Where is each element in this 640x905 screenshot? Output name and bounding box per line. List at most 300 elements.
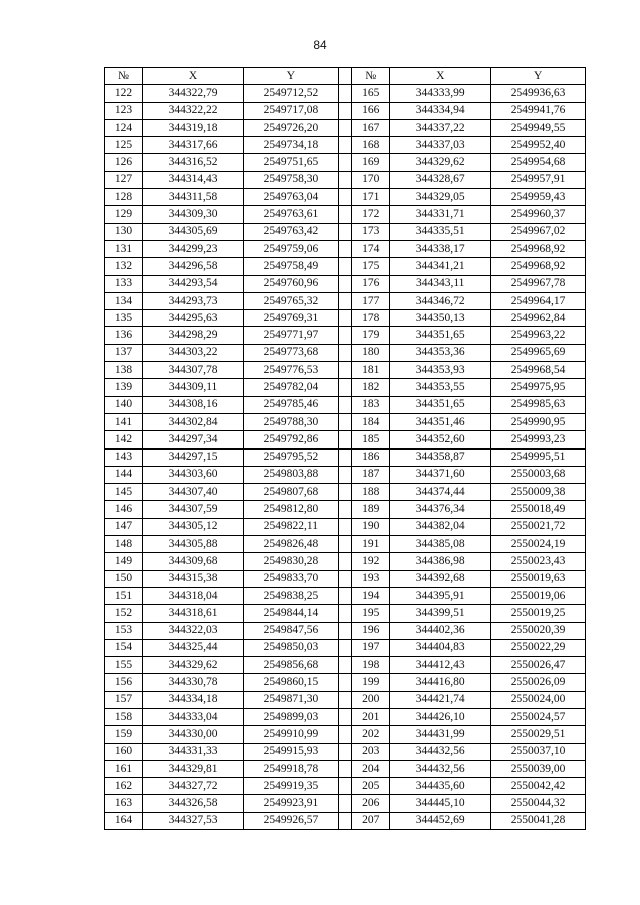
cell-x-right: 344392,68: [390, 570, 491, 587]
column-gap: [338, 743, 351, 760]
cell-x-right: 344445,10: [390, 795, 491, 812]
table-row: [105, 240, 586, 257]
cell-number-right: 198: [352, 657, 390, 674]
cell-y-right: 2549968,54: [491, 362, 586, 379]
cell-y-right: 2550021,72: [491, 518, 586, 535]
column-gap: [338, 362, 351, 379]
cell-x-left: 344293,73: [143, 292, 244, 309]
cell-x-left: 344334,18: [143, 691, 244, 708]
column-gap: [338, 223, 351, 240]
table-row: [105, 708, 586, 725]
cell-y-left: 2549771,97: [244, 327, 339, 344]
table-row: [105, 449, 586, 467]
table-row: [105, 553, 586, 570]
cell-number-right: 200: [352, 691, 390, 708]
cell-y-left: 2549765,32: [244, 292, 339, 309]
cell-y-right: 2550020,39: [491, 622, 586, 639]
header-y-left: Y: [244, 68, 339, 85]
cell-number-left: 138: [105, 362, 143, 379]
cell-y-left: 2549769,31: [244, 310, 339, 327]
cell-x-right: 344431,99: [390, 726, 491, 743]
table-row: [105, 275, 586, 292]
cell-number-right: 203: [352, 743, 390, 760]
table-row: [105, 85, 586, 102]
cell-y-left: 2549910,99: [244, 726, 339, 743]
cell-number-right: 175: [352, 258, 390, 275]
cell-y-left: 2549844,14: [244, 605, 339, 622]
cell-number-right: 181: [352, 362, 390, 379]
column-gap: [338, 570, 351, 587]
cell-x-right: 344385,08: [390, 536, 491, 553]
cell-x-right: 344338,17: [390, 240, 491, 257]
cell-x-right: 344376,34: [390, 501, 491, 518]
cell-y-left: 2549712,52: [244, 85, 339, 102]
cell-y-right: 2550019,63: [491, 570, 586, 587]
table-row: [105, 795, 586, 812]
cell-x-right: 344404,83: [390, 639, 491, 656]
cell-y-left: 2549833,70: [244, 570, 339, 587]
table-row: [105, 396, 586, 413]
header-y-right: Y: [491, 68, 586, 85]
column-gap: [338, 484, 351, 501]
cell-x-right: 344382,04: [390, 518, 491, 535]
cell-number-right: 199: [352, 674, 390, 691]
table-row: [105, 536, 586, 553]
column-gap: [338, 605, 351, 622]
cell-y-left: 2549776,53: [244, 362, 339, 379]
cell-x-left: 344309,11: [143, 379, 244, 396]
cell-number-right: 205: [352, 778, 390, 795]
cell-x-right: 344328,67: [390, 171, 491, 188]
cell-number-left: 149: [105, 553, 143, 570]
cell-y-right: 2550041,28: [491, 812, 586, 829]
cell-x-left: 344330,78: [143, 674, 244, 691]
cell-x-left: 344299,23: [143, 240, 244, 257]
cell-y-right: 2549952,40: [491, 137, 586, 154]
cell-number-left: 150: [105, 570, 143, 587]
cell-number-right: 190: [352, 518, 390, 535]
cell-y-left: 2549822,11: [244, 518, 339, 535]
cell-number-left: 122: [105, 85, 143, 102]
cell-x-right: 344416,80: [390, 674, 491, 691]
cell-number-right: 167: [352, 119, 390, 136]
cell-x-right: 344402,36: [390, 622, 491, 639]
header-x-left: X: [143, 68, 244, 85]
column-gap: [338, 778, 351, 795]
cell-y-right: 2549967,02: [491, 223, 586, 240]
cell-y-right: 2549957,91: [491, 171, 586, 188]
cell-number-left: 134: [105, 292, 143, 309]
cell-number-right: 191: [352, 536, 390, 553]
cell-number-left: 130: [105, 223, 143, 240]
cell-number-right: 188: [352, 484, 390, 501]
cell-x-left: 344329,81: [143, 760, 244, 777]
column-gap: [338, 501, 351, 518]
table-row: [105, 154, 586, 171]
cell-y-left: 2549758,49: [244, 258, 339, 275]
table-row: [105, 726, 586, 743]
column-gap: [338, 553, 351, 570]
cell-y-right: 2549985,63: [491, 396, 586, 413]
cell-number-left: 129: [105, 206, 143, 223]
cell-number-right: 166: [352, 102, 390, 119]
cell-x-right: 344435,60: [390, 778, 491, 795]
cell-y-left: 2549871,30: [244, 691, 339, 708]
column-gap: [338, 691, 351, 708]
cell-number-left: 142: [105, 431, 143, 449]
cell-y-left: 2549918,78: [244, 760, 339, 777]
table-row: [105, 206, 586, 223]
cell-x-right: 344352,60: [390, 431, 491, 449]
cell-y-left: 2549807,68: [244, 484, 339, 501]
cell-y-right: 2549962,84: [491, 310, 586, 327]
cell-y-right: 2550044,32: [491, 795, 586, 812]
cell-y-left: 2549773,68: [244, 344, 339, 361]
table-row: [105, 258, 586, 275]
cell-x-right: 344351,65: [390, 327, 491, 344]
cell-number-left: 126: [105, 154, 143, 171]
column-gap: [338, 726, 351, 743]
cell-y-right: 2549995,51: [491, 449, 586, 467]
cell-number-right: 201: [352, 708, 390, 725]
cell-y-left: 2549919,35: [244, 778, 339, 795]
column-gap: [338, 760, 351, 777]
cell-y-right: 2550039,00: [491, 760, 586, 777]
cell-y-right: 2549959,43: [491, 189, 586, 206]
cell-y-left: 2549763,04: [244, 189, 339, 206]
column-gap: [338, 431, 351, 449]
cell-x-left: 344322,22: [143, 102, 244, 119]
cell-number-right: 184: [352, 413, 390, 430]
cell-x-right: 344329,05: [390, 189, 491, 206]
cell-number-left: 132: [105, 258, 143, 275]
cell-x-left: 344327,53: [143, 812, 244, 829]
cell-number-right: 196: [352, 622, 390, 639]
cell-number-left: 152: [105, 605, 143, 622]
cell-x-left: 344322,79: [143, 85, 244, 102]
table-body: [105, 85, 586, 830]
cell-number-left: 128: [105, 189, 143, 206]
cell-y-left: 2549830,28: [244, 553, 339, 570]
cell-x-left: 344305,12: [143, 518, 244, 535]
cell-x-left: 344317,66: [143, 137, 244, 154]
cell-y-left: 2549782,04: [244, 379, 339, 396]
cell-x-left: 344329,62: [143, 657, 244, 674]
cell-number-right: 178: [352, 310, 390, 327]
column-gap: [338, 206, 351, 223]
column-gap: [338, 536, 351, 553]
cell-x-left: 344296,58: [143, 258, 244, 275]
cell-x-right: 344331,71: [390, 206, 491, 223]
cell-number-right: 172: [352, 206, 390, 223]
column-gap: [338, 310, 351, 327]
column-gap: [338, 275, 351, 292]
cell-x-right: 344351,46: [390, 413, 491, 430]
cell-x-left: 344325,44: [143, 639, 244, 656]
cell-x-left: 344315,38: [143, 570, 244, 587]
cell-number-right: 169: [352, 154, 390, 171]
table-row: [105, 622, 586, 639]
column-gap: [338, 657, 351, 674]
cell-y-right: 2549936,63: [491, 85, 586, 102]
cell-y-right: 2549993,23: [491, 431, 586, 449]
cell-number-left: 163: [105, 795, 143, 812]
cell-y-left: 2549803,88: [244, 466, 339, 483]
cell-number-right: 170: [352, 171, 390, 188]
cell-y-left: 2549792,86: [244, 431, 339, 449]
cell-x-right: 344351,65: [390, 396, 491, 413]
cell-y-left: 2549860,15: [244, 674, 339, 691]
table-row: [105, 812, 586, 829]
cell-number-right: 187: [352, 466, 390, 483]
column-gap: [338, 379, 351, 396]
cell-number-left: 125: [105, 137, 143, 154]
table-row: [105, 431, 586, 449]
cell-y-right: 2550037,10: [491, 743, 586, 760]
column-gap: [338, 327, 351, 344]
column-gap: [338, 240, 351, 257]
cell-y-left: 2549850,03: [244, 639, 339, 656]
cell-x-right: 344353,36: [390, 344, 491, 361]
cell-number-left: 124: [105, 119, 143, 136]
cell-number-right: 183: [352, 396, 390, 413]
cell-x-left: 344309,30: [143, 206, 244, 223]
table-row: [105, 605, 586, 622]
table-row: [105, 327, 586, 344]
cell-y-right: 2549990,95: [491, 413, 586, 430]
cell-y-right: 2549954,68: [491, 154, 586, 171]
cell-number-left: 139: [105, 379, 143, 396]
cell-y-right: 2549963,22: [491, 327, 586, 344]
cell-x-left: 344308,16: [143, 396, 244, 413]
cell-x-left: 344314,43: [143, 171, 244, 188]
cell-number-left: 157: [105, 691, 143, 708]
cell-number-right: 194: [352, 587, 390, 604]
cell-y-right: 2550009,38: [491, 484, 586, 501]
cell-x-left: 344293,54: [143, 275, 244, 292]
cell-number-left: 144: [105, 466, 143, 483]
cell-y-right: 2549967,78: [491, 275, 586, 292]
cell-number-right: 197: [352, 639, 390, 656]
cell-y-right: 2549941,76: [491, 102, 586, 119]
cell-x-right: 344335,51: [390, 223, 491, 240]
cell-number-left: 155: [105, 657, 143, 674]
cell-x-right: 344371,60: [390, 466, 491, 483]
cell-y-left: 2549923,91: [244, 795, 339, 812]
cell-y-right: 2549968,92: [491, 240, 586, 257]
cell-y-left: 2549760,96: [244, 275, 339, 292]
table-row: [105, 310, 586, 327]
cell-x-left: 344309,68: [143, 553, 244, 570]
cell-number-left: 159: [105, 726, 143, 743]
column-gap: [338, 154, 351, 171]
page-number: 84: [313, 38, 327, 52]
cell-number-left: 153: [105, 622, 143, 639]
header-number-right: №: [352, 68, 390, 85]
cell-y-right: 2550024,19: [491, 536, 586, 553]
table-row: [105, 484, 586, 501]
cell-y-left: 2549812,80: [244, 501, 339, 518]
cell-x-right: 344358,87: [390, 449, 491, 467]
cell-y-right: 2549975,95: [491, 379, 586, 396]
cell-y-left: 2549734,18: [244, 137, 339, 154]
cell-number-right: 179: [352, 327, 390, 344]
column-gap: [338, 466, 351, 483]
column-gap: [338, 812, 351, 829]
cell-y-left: 2549758,30: [244, 171, 339, 188]
cell-number-right: 173: [352, 223, 390, 240]
cell-x-left: 344295,63: [143, 310, 244, 327]
table-row: [105, 570, 586, 587]
cell-y-left: 2549726,20: [244, 119, 339, 136]
cell-x-left: 344303,22: [143, 344, 244, 361]
table-row: [105, 674, 586, 691]
cell-y-left: 2549847,56: [244, 622, 339, 639]
cell-number-right: 168: [352, 137, 390, 154]
cell-x-left: 344305,69: [143, 223, 244, 240]
cell-y-right: 2550003,68: [491, 466, 586, 483]
table-row: [105, 171, 586, 188]
cell-x-left: 344318,04: [143, 587, 244, 604]
cell-x-right: 344432,56: [390, 743, 491, 760]
cell-number-right: 202: [352, 726, 390, 743]
cell-x-left: 344316,52: [143, 154, 244, 171]
cell-number-left: 145: [105, 484, 143, 501]
cell-number-right: 165: [352, 85, 390, 102]
table-row: [105, 466, 586, 483]
cell-y-right: 2549964,17: [491, 292, 586, 309]
cell-y-left: 2549717,08: [244, 102, 339, 119]
cell-number-right: 186: [352, 449, 390, 467]
cell-x-left: 344298,29: [143, 327, 244, 344]
cell-x-right: 344395,91: [390, 587, 491, 604]
cell-y-right: 2550029,51: [491, 726, 586, 743]
cell-y-right: 2550026,47: [491, 657, 586, 674]
coordinates-table-container: [104, 67, 586, 830]
cell-y-left: 2549838,25: [244, 587, 339, 604]
cell-number-left: 131: [105, 240, 143, 257]
column-gap: [338, 137, 351, 154]
table-row: [105, 587, 586, 604]
cell-x-left: 344307,59: [143, 501, 244, 518]
cell-y-right: 2550042,42: [491, 778, 586, 795]
cell-x-right: 344399,51: [390, 605, 491, 622]
cell-number-left: 160: [105, 743, 143, 760]
column-gap: [338, 85, 351, 102]
table-header-row: [105, 68, 586, 85]
cell-y-left: 2549926,57: [244, 812, 339, 829]
table-row: [105, 137, 586, 154]
cell-y-left: 2549826,48: [244, 536, 339, 553]
cell-x-left: 344311,58: [143, 189, 244, 206]
cell-y-right: 2549960,37: [491, 206, 586, 223]
cell-number-right: 185: [352, 431, 390, 449]
cell-x-right: 344412,43: [390, 657, 491, 674]
cell-x-left: 344297,34: [143, 431, 244, 449]
cell-x-left: 344330,00: [143, 726, 244, 743]
cell-y-left: 2549856,68: [244, 657, 339, 674]
column-gap: [338, 171, 351, 188]
cell-y-right: 2550026,09: [491, 674, 586, 691]
cell-y-right: 2549968,92: [491, 258, 586, 275]
cell-x-right: 344341,21: [390, 258, 491, 275]
column-gap: [338, 344, 351, 361]
cell-number-left: 156: [105, 674, 143, 691]
cell-x-right: 344386,98: [390, 553, 491, 570]
table-row: [105, 743, 586, 760]
column-gap: [338, 449, 351, 467]
cell-number-left: 136: [105, 327, 143, 344]
cell-number-left: 162: [105, 778, 143, 795]
cell-number-left: 146: [105, 501, 143, 518]
column-gap: [338, 189, 351, 206]
cell-number-right: 207: [352, 812, 390, 829]
cell-x-left: 344318,61: [143, 605, 244, 622]
cell-number-right: 206: [352, 795, 390, 812]
cell-x-left: 344307,78: [143, 362, 244, 379]
column-gap: [338, 674, 351, 691]
table-row: [105, 344, 586, 361]
cell-number-right: 189: [352, 501, 390, 518]
column-gap: [338, 413, 351, 430]
table-row: [105, 691, 586, 708]
column-gap: [338, 119, 351, 136]
table-row: [105, 760, 586, 777]
cell-y-left: 2549788,30: [244, 413, 339, 430]
cell-x-left: 344333,04: [143, 708, 244, 725]
cell-number-left: 135: [105, 310, 143, 327]
cell-x-left: 344322,03: [143, 622, 244, 639]
table-row: [105, 657, 586, 674]
cell-x-right: 344426,10: [390, 708, 491, 725]
coordinates-table: [104, 67, 586, 830]
cell-x-right: 344343,11: [390, 275, 491, 292]
table-row: [105, 292, 586, 309]
cell-y-left: 2549899,03: [244, 708, 339, 725]
cell-y-right: 2550023,43: [491, 553, 586, 570]
cell-number-left: 164: [105, 812, 143, 829]
cell-number-right: 174: [352, 240, 390, 257]
cell-y-right: 2550022,29: [491, 639, 586, 656]
table-row: [105, 413, 586, 430]
cell-y-left: 2549915,93: [244, 743, 339, 760]
column-gap: [338, 292, 351, 309]
table-row: [105, 518, 586, 535]
column-gap: [338, 587, 351, 604]
cell-number-left: 151: [105, 587, 143, 604]
column-gap: [338, 258, 351, 275]
cell-number-right: 193: [352, 570, 390, 587]
table-row: [105, 189, 586, 206]
cell-y-left: 2549759,06: [244, 240, 339, 257]
table-row: [105, 379, 586, 396]
cell-y-left: 2549763,61: [244, 206, 339, 223]
cell-number-left: 154: [105, 639, 143, 656]
column-gap: [338, 639, 351, 656]
cell-number-right: 176: [352, 275, 390, 292]
cell-x-right: 344350,13: [390, 310, 491, 327]
column-gap: [338, 795, 351, 812]
cell-x-right: 344421,74: [390, 691, 491, 708]
cell-number-left: 140: [105, 396, 143, 413]
cell-x-left: 344302,84: [143, 413, 244, 430]
cell-y-right: 2550019,25: [491, 605, 586, 622]
cell-x-left: 344331,33: [143, 743, 244, 760]
cell-number-right: 195: [352, 605, 390, 622]
cell-number-right: 192: [352, 553, 390, 570]
table-row: [105, 639, 586, 656]
cell-number-right: 180: [352, 344, 390, 361]
